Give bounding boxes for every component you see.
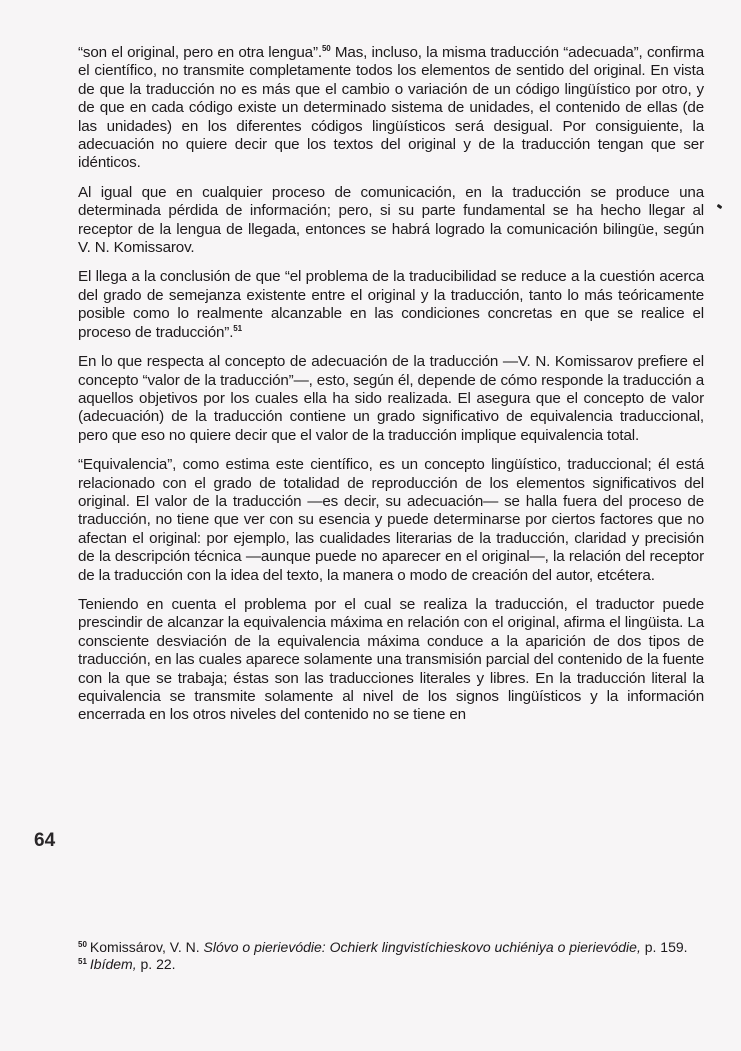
paragraph-1 <box>78 44 704 173</box>
footnote-ref-51[interactable]: 51 <box>233 323 242 333</box>
footnote-author: Komissárov, V. N. <box>89 939 204 955</box>
paragraph-5: “Equivalencia”, como estima este científico, es un concepto lingüístico, traduccional; él está relacionado con el grado de totalidad de reproducción de los elementos significativos del original. El valor de la traducción —es decir, su adecuación— se halla fuera del proceso de traducción, no tiene que ver con su esencia y puede determinarse por ciertos factores que no afectan el original: por ejemplo, las cualidades literarias de la traducción, claridad y precisión de la descripción técnica —aunque puede no aparecer en el original—, la relación del receptor de la traducción con la idea del texto, la manera o modo de creación del autor, etcétera. <box>78 456 704 584</box>
footnotes <box>78 939 708 972</box>
paragraph-3 <box>78 268 704 342</box>
footnote-50 <box>78 939 708 956</box>
ink-speck <box>717 204 723 209</box>
footnote-51 <box>78 956 708 973</box>
footnote-pages: p. 22. <box>136 955 176 972</box>
paragraph-6: Teniendo en cuenta el problema por el cual se realiza la traducción, el traductor puede prescindir de alcanzar la equivalencia máxima en relación con el original, afirma el lingüista. La consciente desviación de la equivalencia máxima conduce a la aparición de dos tipos de traducción, en las cuales aparece solamente una transmisión parcial del contenido de la fuente con la que se trabaja; éstas son las traducciones literales y libres. En la traducción literal la equivalencia se transmite solamente al nivel de los signos lingüísticos y la información encerrada en los otros niveles del contenido no se tiene en <box>78 595 704 724</box>
footnote-number: 51 <box>78 956 87 966</box>
paragraph-3-text: El llega a la conclusión de que “el problema de la traducibilidad se reduce a la cuestión acerca del grado de semejanza existente entre el original y la traducción, tanto lo más teóricamente posible como lo realmente alcanzable en las condiciones concretas en que se realice el proceso de traducción”. <box>78 268 704 341</box>
paragraph-1-text-b: Mas, incluso, la misma traducción “adecuada”, confirma el científico, no transmite completamente todos los elementos de sentido del original. En vista de que la traducción no es más que el cambio o variación de un código lingüístico por otro, y de que en cada código existe un determinado sistema de unidades, el contenido de ellas (de las unidades) en los diferentes códigos lingüísticos será desigual. Por consiguiente, la adecuación no quiere decir que los textos del original y de la traducción tengan que ser idénticos. <box>78 44 704 172</box>
footnote-title: Slóvo o pierievódie: Ochierk lingvistíchieskovo uchiéniya o pierievódie, <box>203 939 641 955</box>
footnote-title: Ibídem, <box>89 955 137 972</box>
footnote-pages: p. 159. <box>640 939 688 955</box>
paragraph-1-text-a: “son el original, pero en otra lengua”. <box>78 44 322 61</box>
footnote-number: 50 <box>78 940 87 949</box>
paragraph-2: Al igual que en cualquier proceso de comunicación, en la traducción se produce una determinada pérdida de información; pero, si su parte fundamental se ha hecho llegar al receptor de la lengua de llegada, entonces se habrá logrado la comunicación bilingüe, según V. N. Komissarov. <box>78 183 704 257</box>
page-number: 64 <box>34 830 56 851</box>
footnote-ref-50[interactable]: 50 <box>321 44 331 53</box>
paragraph-4: En lo que respecta al concepto de adecuación de la traducción —V. N. Komissarov prefiere el concepto “valor de la traducción”—, esto, según él, depende de cómo responde la traducción a aquellos objetivos por los cuales ella ha sido realizada. El asegura que el concepto de valor (adecuación) de la traducción contiene un grado significativo de equivalencia traduccional, pero que eso no quiere decir que el valor de la traducción implique equivalencia total. <box>78 353 704 444</box>
body-text <box>78 44 704 736</box>
